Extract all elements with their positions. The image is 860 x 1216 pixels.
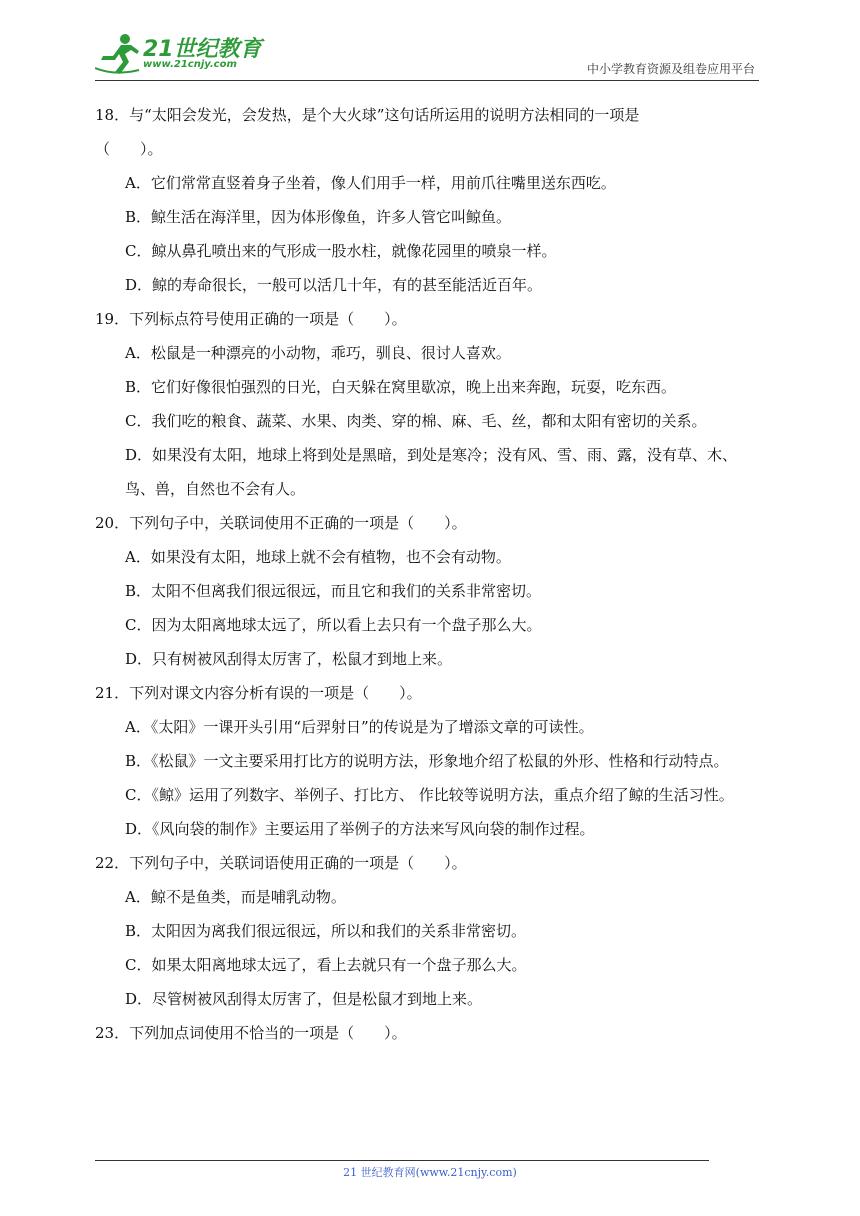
page-footer: 21 世纪教育网(www.21cnjy.com) [343, 1166, 517, 1179]
option: B．太阳不但离我们很远很远，而且它和我们的关系非常密切。 [125, 582, 542, 600]
option: B．它们好像很怕强烈的日光，白天躲在窝里歇凉，晚上出来奔跑，玩耍，吃东西。 [125, 378, 677, 396]
option: B．鲸生活在海洋里，因为体形像鱼，许多人管它叫鲸鱼。 [125, 208, 512, 226]
option: A．它们常常直竖着身子坐着，像人们用手一样，用前爪往嘴里送东西吃。 [125, 174, 616, 192]
option: A．《太阳》一课开头引用“后羿射日”的传说是为了增添文章的可读性。 [125, 718, 594, 736]
logo-text: 21世纪教育 [143, 37, 262, 62]
option: A．如果没有太阳，地球上就不会有植物，也不会有动物。 [125, 548, 511, 566]
question-stem: 18．与“太阳会发光，会发热，是个大火球”这句话所运用的说明方法相同的一项是 [95, 106, 640, 124]
option: D．只有树被风刮得太厉害了，松鼠才到地上来。 [125, 650, 453, 668]
question-stem: 19．下列标点符号使用正确的一项是（ ）。 [95, 310, 407, 328]
question-stem: 21．下列对课文内容分析有误的一项是（ ）。 [95, 684, 422, 702]
option: B．太阳因为离我们很远很远，所以和我们的关系非常密切。 [125, 922, 527, 940]
option: D．《风向袋的制作》主要运用了举例子的方法来写风向袋的制作过程。 [125, 820, 595, 838]
option: D．如果没有太阳，地球上将到处是黑暗，到处是寒冷；没有风、雪、雨、露，没有草、木、鸟、兽，自然也不会有人。 [125, 446, 738, 498]
logo-url: www.21cnjy.com [143, 59, 237, 70]
question-stem-continued: （ ）。 [95, 140, 163, 158]
site-logo [95, 32, 265, 76]
option: B．《松鼠》一文主要采用打比方的说明方法，形象地介绍了松鼠的外形、性格和行动特点。 [125, 752, 729, 770]
page-header [95, 30, 759, 81]
platform-name: 中小学教育资源及组卷应用平台 [586, 62, 755, 76]
option: C．鲸从鼻孔喷出来的气形成一股水柱，就像花园里的喷泉一样。 [125, 242, 557, 260]
question-stem: 22．下列句子中，关联词语使用正确的一项是（ ）。 [95, 854, 467, 872]
option: C．我们吃的粮食、蔬菜、水果、肉类、穿的棉、麻、毛、丝，都和太阳有密切的关系。 [125, 412, 707, 430]
option: D．尽管树被风刮得太厉害了，但是松鼠才到地上来。 [125, 990, 483, 1008]
question-stem: 23．下列加点词使用不恰当的一项是（ ）。 [95, 1024, 407, 1042]
option: C．因为太阳离地球太远了，所以看上去只有一个盘子那么大。 [125, 616, 542, 634]
option: C．如果太阳离地球太远了，看上去就只有一个盘子那么大。 [125, 956, 527, 974]
option: A．松鼠是一种漂亮的小动物，乖巧，驯良、很讨人喜欢。 [125, 344, 511, 362]
question-stem: 20．下列句子中，关联词使用不正确的一项是（ ）。 [95, 514, 467, 532]
option: C．《鲸》运用了列数字、举例子、打比方、 作比较等说明方法，重点介绍了鲸的生活习性。 [125, 786, 734, 804]
option: A．鲸不是鱼类，而是哺乳动物。 [125, 888, 346, 906]
option: D．鲸的寿命很长，一般可以活几十年，有的甚至能活近百年。 [125, 276, 543, 294]
question-list [95, 98, 765, 1050]
running-man-icon [95, 32, 141, 76]
footer-divider [95, 1160, 709, 1161]
